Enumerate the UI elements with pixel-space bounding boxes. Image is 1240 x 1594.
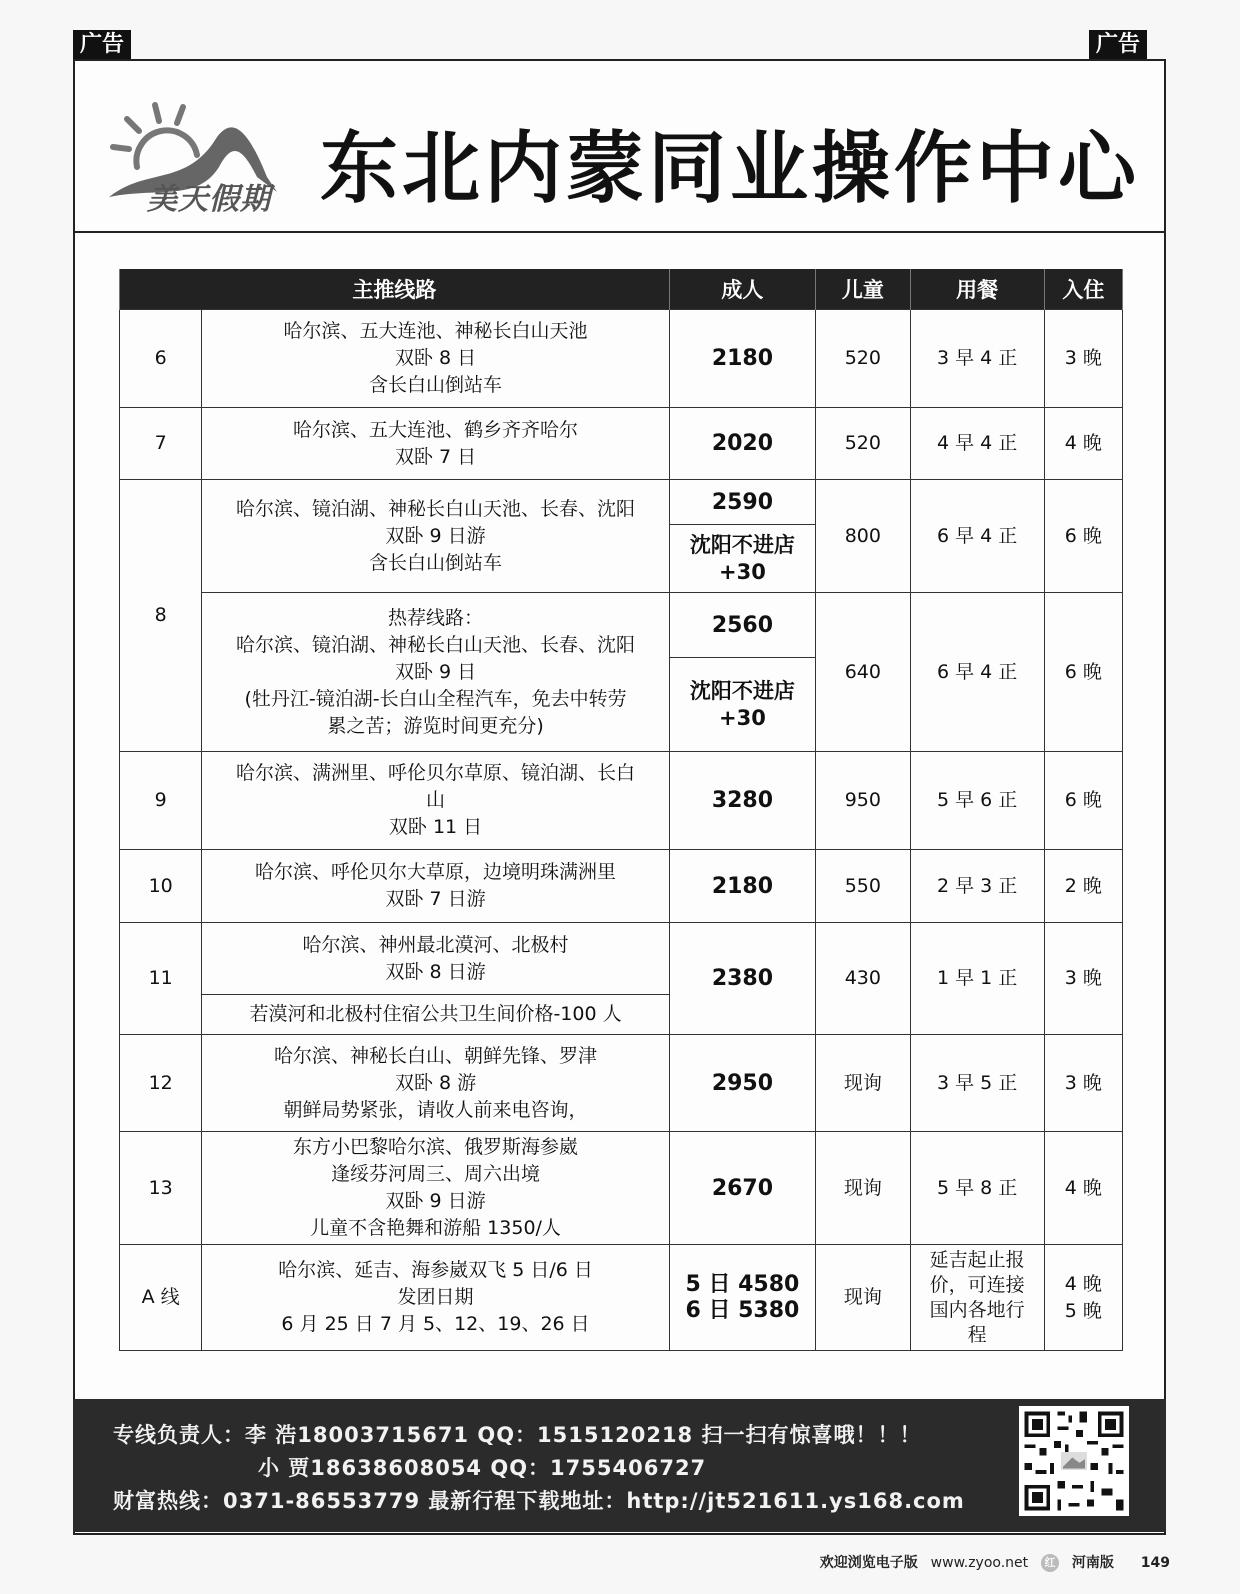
- adult-price: 2950: [669, 1035, 815, 1132]
- child-price: 现询: [816, 1132, 911, 1245]
- child-price: 950: [816, 752, 911, 850]
- adult-price: 5 日 4580 6 日 5380: [669, 1245, 815, 1351]
- adult-price-note: 沈阳不进店 +30: [669, 525, 815, 593]
- meals: 2 早 3 正: [910, 850, 1044, 923]
- adult-price: 2380: [669, 923, 815, 1035]
- meals: 6 早 4 正: [910, 593, 1044, 752]
- routes-table: [119, 269, 1123, 1351]
- ad-tag-right: 广告: [1089, 30, 1147, 60]
- nights: 6 晚: [1044, 593, 1122, 752]
- row-number: 7: [120, 408, 202, 480]
- adult-price: 2670: [669, 1132, 815, 1245]
- meals: 5 早 6 正: [910, 752, 1044, 850]
- magazine-badge-icon: 红: [1041, 1554, 1059, 1572]
- child-price: 520: [816, 408, 911, 480]
- row-number: 13: [120, 1132, 202, 1245]
- route-cell: 哈尔滨、延吉、海参崴双飞 5 日/6 日 发团日期 6 月 25 日 7 月 5、12、19、26 日: [202, 1245, 669, 1351]
- adult-price: 2590: [669, 480, 815, 525]
- adult-price: 3280: [669, 752, 815, 850]
- col-header-child: 儿童: [816, 269, 911, 310]
- nights: 3 晚: [1044, 310, 1122, 408]
- table-row: [120, 752, 1123, 850]
- nights: 4 晚: [1044, 408, 1122, 480]
- meals: 3 早 5 正: [910, 1035, 1044, 1132]
- col-header-meal: 用餐: [910, 269, 1044, 310]
- route-cell: 哈尔滨、镜泊湖、神秘长白山天池、长春、沈阳 双卧 9 日游 含长白山倒站车: [202, 480, 669, 593]
- nights: 2 晚: [1044, 850, 1122, 923]
- nights: 6 晚: [1044, 480, 1122, 593]
- col-header-adult: 成人: [669, 269, 815, 310]
- row-number: 10: [120, 850, 202, 923]
- nights: 4 晚: [1044, 1132, 1122, 1245]
- meals: 5 早 8 正: [910, 1132, 1044, 1245]
- child-price: 800: [816, 480, 911, 593]
- contact-line-1: 专线负责人：李 浩18003715671 QQ：1515120218 扫一扫有惊喜哦！！！: [113, 1423, 922, 1447]
- meals: 6 早 4 正: [910, 480, 1044, 593]
- table-row: [120, 408, 1123, 480]
- qr-code-icon[interactable]: [1019, 1406, 1129, 1516]
- col-header-route: 主推线路: [120, 269, 670, 310]
- nights: 3 晚: [1044, 923, 1122, 1035]
- adult-price: 2180: [669, 850, 815, 923]
- table-header-row: [120, 269, 1123, 310]
- logo-text: 美天假期: [147, 182, 271, 217]
- route-cell: 哈尔滨、神秘长白山、朝鲜先锋、罗津 双卧 8 游 朝鲜局势紧张，请收人前来电咨询，: [202, 1035, 669, 1132]
- col-header-stay: 入住: [1044, 269, 1122, 310]
- edition-label: 河南版: [1071, 1555, 1114, 1571]
- ad-tag-left: 广告: [73, 30, 131, 60]
- table-row: [120, 480, 1123, 525]
- ad-frame: [73, 59, 1166, 1535]
- contact-line-3: 财富热线：0371-86553779 最新行程下载地址：http://jt521611.ys168.com: [113, 1489, 965, 1513]
- child-price: 现询: [816, 1245, 911, 1351]
- child-price: 现询: [816, 1035, 911, 1132]
- contact-line-2: 小 贾18638608054 QQ：1755406727: [258, 1456, 707, 1480]
- meals: 3 早 4 正: [910, 310, 1044, 408]
- meals: 延吉起止报 价，可连接 国内各地行 程: [910, 1245, 1044, 1351]
- route-cell: 哈尔滨、满洲里、呼伦贝尔草原、镜泊湖、长白 山 双卧 11 日: [202, 752, 669, 850]
- row-number: 11: [120, 923, 202, 1035]
- page-number: 149: [1140, 1555, 1170, 1571]
- adult-price: 2180: [669, 310, 815, 408]
- table-row: [120, 850, 1123, 923]
- table-row: [120, 1132, 1123, 1245]
- page-footer: [812, 1552, 1170, 1572]
- ad-header: [75, 61, 1164, 233]
- child-price: 430: [816, 923, 911, 1035]
- route-note: 若漠河和北极村住宿公共卫生间价格-100 人: [202, 995, 669, 1035]
- meals: 1 早 1 正: [910, 923, 1044, 1035]
- adult-price-note: 沈阳不进店 +30: [669, 658, 815, 752]
- row-number: 6: [120, 310, 202, 408]
- meals: 4 早 4 正: [910, 408, 1044, 480]
- route-cell: 哈尔滨、五大连池、鹤乡齐齐哈尔 双卧 7 日: [202, 408, 669, 480]
- child-price: 640: [816, 593, 911, 752]
- row-number: A 线: [120, 1245, 202, 1351]
- row-number: 12: [120, 1035, 202, 1132]
- row-number: 9: [120, 752, 202, 850]
- child-price: 550: [816, 850, 911, 923]
- site-link[interactable]: www.zyoo.net: [930, 1555, 1029, 1571]
- welcome-text: 欢迎浏览电子版: [819, 1555, 918, 1571]
- table-row: [120, 1245, 1123, 1351]
- nights: 4 晚 5 晚: [1044, 1245, 1122, 1351]
- child-price: 520: [816, 310, 911, 408]
- table-row: [120, 593, 1123, 658]
- table-row: [120, 923, 1123, 995]
- nights: 6 晚: [1044, 752, 1122, 850]
- route-cell: 哈尔滨、五大连池、神秘长白山天池 双卧 8 日 含长白山倒站车: [202, 310, 669, 408]
- row-number: 8: [120, 480, 202, 752]
- adult-price: 2020: [669, 408, 815, 480]
- page-title: 东北内蒙同业操作中心: [320, 123, 1141, 214]
- contact-footer: [73, 1399, 1166, 1532]
- route-cell: 热荐线路： 哈尔滨、镜泊湖、神秘长白山天池、长春、沈阳 双卧 9 日 (牡丹江-镜泊湖-长白山全程汽车，免去中转劳 累之苦；游览时间更充分): [202, 593, 669, 752]
- table-row: [120, 310, 1123, 408]
- table-row: [120, 1035, 1123, 1132]
- route-cell: 东方小巴黎哈尔滨、俄罗斯海参崴 逢绥芬河周三、周六出境 双卧 9 日游 儿童不含艳舞和游船 1350/人: [202, 1132, 669, 1245]
- route-cell: 哈尔滨、神州最北漠河、北极村 双卧 8 日游: [202, 923, 669, 995]
- adult-price: 2560: [669, 593, 815, 658]
- route-cell: 哈尔滨、呼伦贝尔大草原，边境明珠满洲里 双卧 7 日游: [202, 850, 669, 923]
- nights: 3 晚: [1044, 1035, 1122, 1132]
